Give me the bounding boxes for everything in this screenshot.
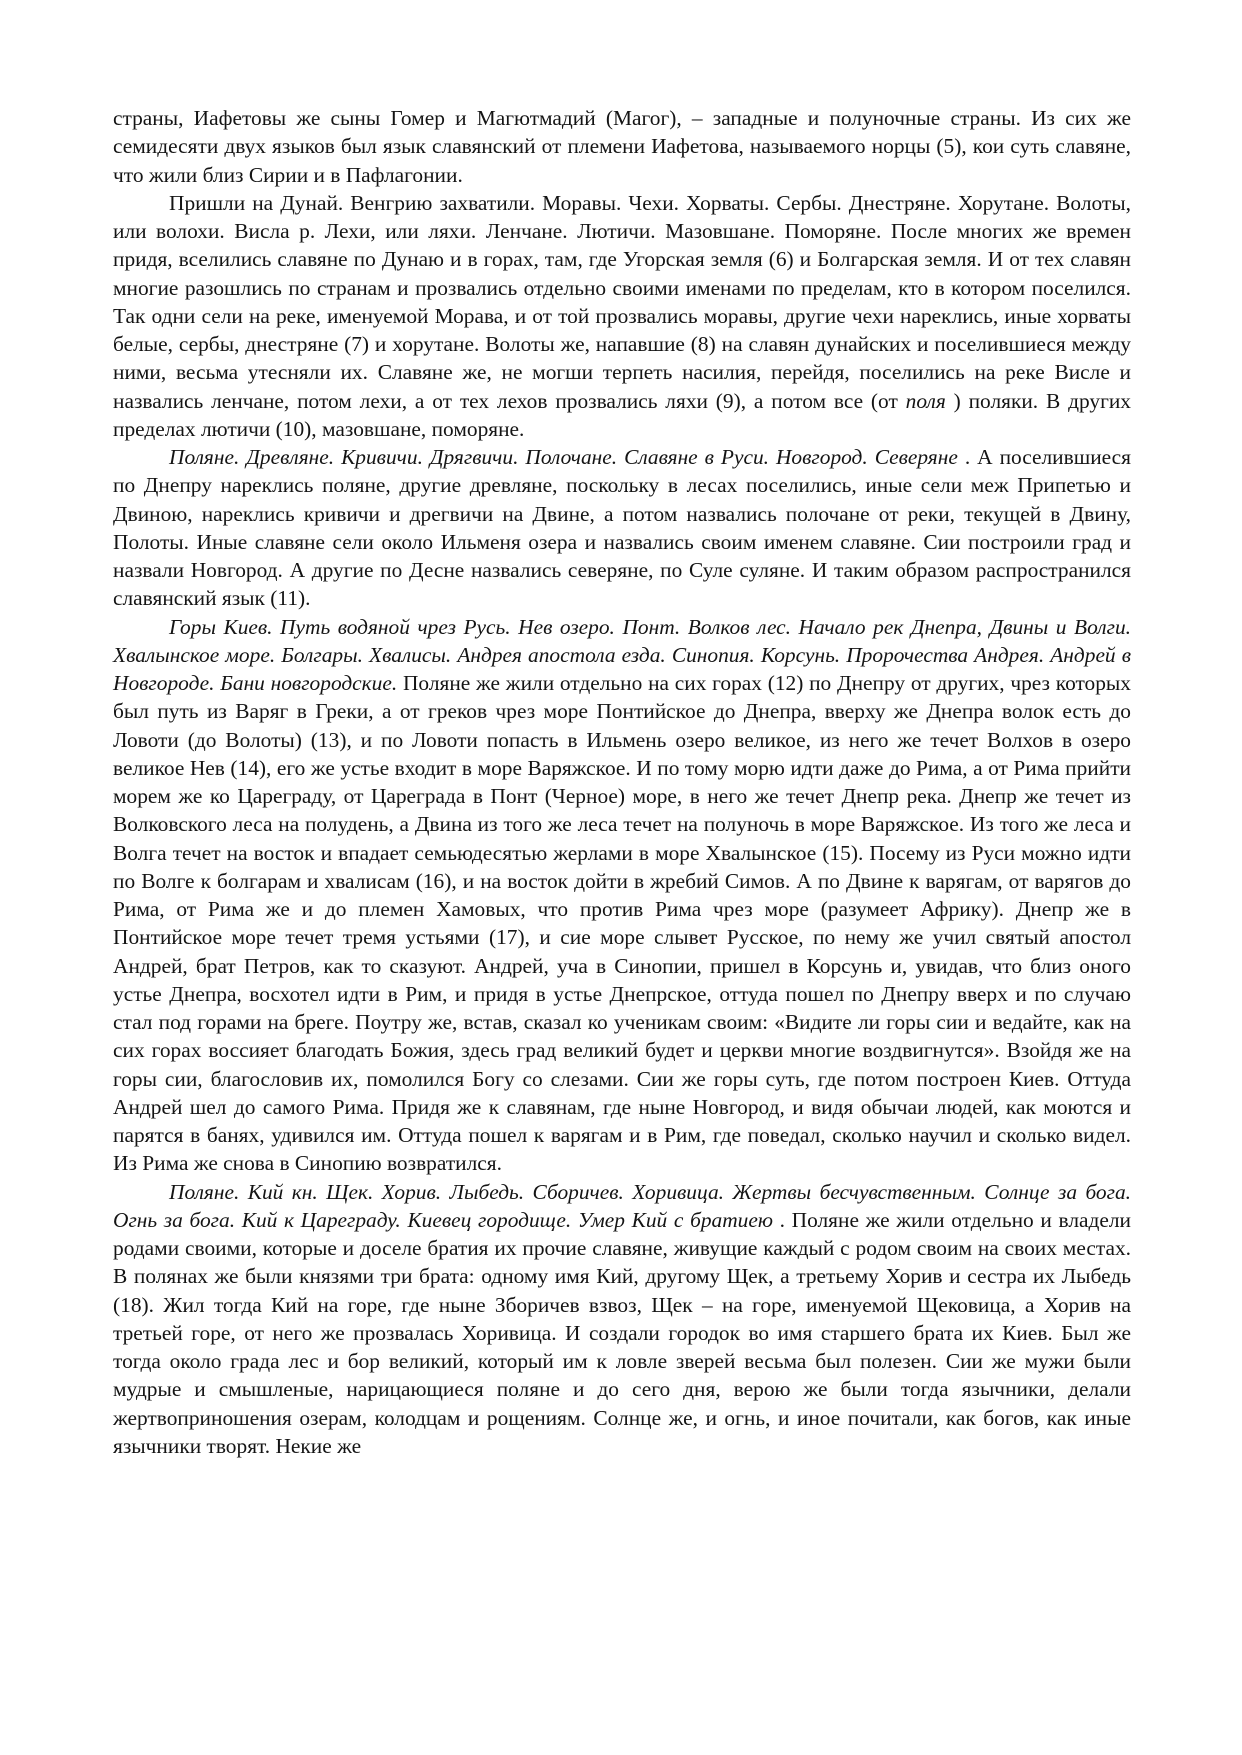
paragraph-3 <box>113 443 1131 613</box>
paragraph-5-italic-heading: Поляне. Кий кн. Щек. Хорив. Лыбедь. Сборичев. Хоривица. Жертвы бесчувственным. Солнце за бога. Огнь за бога. Кий к Цареграду. Киевец городище. Умер Кий с братиею <box>113 1179 1131 1232</box>
paragraph-2-text-a: Пришли на Дунай. Венгрию захватили. Моравы. Чехи. Хорваты. Сербы. Днестряне. Хорутане. Волоты, или волохи. Висла р. Лехи, или ляхи. Ленчане. Лютичи. Мазовшане. Поморяне. После многих же времен придя, вселились славяне по Дунаю и в горах, там, где Угорская земля (6) и Болгарская земля. И от тех славян многие разошлись по странам и прозвались отдельно своими именами по пределам, кто в котором поселился. Так одни сели на реке, именуемой Морава, и от той прозвались моравы, другие чехи нареклись, иные хорваты белые, сербы, днестряне (7) и хорутане. Волоты же, напавшие (8) на славян дунайских и поселившиеся между ними, весьма утесняли их. Славяне же, не могши терпеть насилия, перейдя, поселились на реке Висле и назвались ленчане, потом лехи, а от тех лехов прозвались ляхи (9), а потом все (от <box>113 190 1131 413</box>
paragraph-4-text: Поляне же жили отдельно на сих горах (12) по Днепру от других, чрез которых был путь из Варяг в Греки, а от греков чрез море Понтийское до Днепра, вверху же Днепра волок есть до Ловоти (до Волоты) (13), и по Ловоти попасть в Ильмень озеро великое, из него же течет Волхов в озеро великое Нев (14), его же устье входит в море Варяжское. И по тому морю идти даже до Рима, а от Рима прийти морем же ко Цареграду, от Цареграда в Понт (Черное) море, в него же течет Днепр река. Днепр же течет из Волковского леса на полудень, а Двина из того же леса течет на полуночь в море Варяжское. Из того же леса и Волга течет на восток и впадает семьюдесятью жерлами в море Хвалынское (15). Посему из Руси можно идти по Волге к болгарам и хвалисам (16), и на восток дойти в жребий Симов. А по Двине к варягам, от варягов до Рима, от Рима же и до племен Хамовых, что против Рима чрез море (разумеет Африку). Днепр же в Понтийское море течет тремя устьями (17), и сие море слывет Русское, по нему же учил святый апостол Андрей, брат Петров, как то сказуют. Андрей, уча в Синопии, пришел в Корсунь и, увидав, что близ оного устье Днепра, восхотел идти в Рим, и придя в устье Днепрское, оттуда пошел по Днепру вверх и по случаю стал под горами на бреге. Поутру же, встав, сказал ко ученикам своим: «Видите ли горы сии и ведайте, как на сих горах воссияет благодать Божия, здесь град великий будет и церкви многие воздвигнутся». Взойдя же на горы сии, благословив их, помолился Богу со слезами. Сии же горы суть, где потом построен Киев. Оттуда Андрей шел до самого Рима. Придя же к славянам, где ныне Новгород, и видя обычаи людей, как моются и парятся в банях, удивился им. Оттуда пошел к варягам и в Рим, где поведал, сколько научил и сколько видел. Из Рима же снова в Синопию возвратился. <box>113 671 1132 1176</box>
paragraph-3-text: . А поселившиеся по Днепру нареклись поляне, другие древляне, поскольку в лесах поселились, иные сели меж Припетью и Двиною, нареклись кривичи и дрегвичи на Двине, а потом назвались полочане от реки, текущей в Двину, Полоты. Иные славяне сели около Ильменя озера и назвались своим именем славяне. Сии построили град и назвали Новгород. А другие по Десне назвались северяне, по Суле суляне. И таким образом распространился славянский язык (11). <box>113 445 1132 611</box>
paragraph-5-text: . Поляне же жили отдельно и владели родами своими, которые и доселе братия их прочие славяне, живущие каждый с родом своим на своих местах. В полянах же были князями три брата: одному имя Кий, другому Щек, а третьему Хорив и сестра их Лыбедь (18). Жил тогда Кий на горе, где ныне Зборичев взвоз, Щек – на горе, именуемой Щековица, а Хорив на третьей горе, от него же прозвалась Хоривица. И создали городок во имя старшего брата их Киев. Был же тогда около града лес и бор великий, который им к ловле зверей весьма был полезен. Сии же мужи были мудрые и смышленые, нарицающиеся поляне и до сего дня, верою же были тогда язычники, делали жертвоприношения озерам, колодцам и рощениям. Солнце же, и огнь, и иное почитали, как богов, как иные язычники творят. Некие же <box>113 1207 1131 1458</box>
paragraph-3-italic-heading: Поляне. Древляне. Кривичи. Дрягвичи. Полочане. Славяне в Руси. Новгород. Северяне <box>169 445 958 469</box>
paragraph-2 <box>113 189 1131 443</box>
paragraph-1-text: страны, Иафетовы же сыны Гомер и Магютмадий (Магог), – западные и полуночные страны. Из сих же семидесяти двух языков был язык славянский от племени Иафетова, называемого норцы (5), кои суть славяне, что жили близ Сирии и в Пафлагонии. <box>113 106 1131 187</box>
paragraph-4-italic-heading: Горы Киев. Путь водяной чрез Русь. Нев озеро. Понт. Волков лес. Начало рек Днепра, Двины и Волги. Хвалынское море. Болгары. Хвалисы. Андрея апостола езда. Синопия. Корсунь. Пророчества Андрея. Андрей в Новгороде. Бани новгородские. <box>113 614 1131 695</box>
paragraph-2-italic-word: поля <box>905 388 946 413</box>
paragraph-4 <box>113 613 1131 1178</box>
document-page <box>113 104 1131 1460</box>
paragraph-2-text-b: ) поляки. В других пределах лютичи (10), мазовшане, поморяне. <box>113 388 1131 441</box>
paragraph-5 <box>113 1178 1131 1461</box>
paragraph-1 <box>113 104 1131 189</box>
